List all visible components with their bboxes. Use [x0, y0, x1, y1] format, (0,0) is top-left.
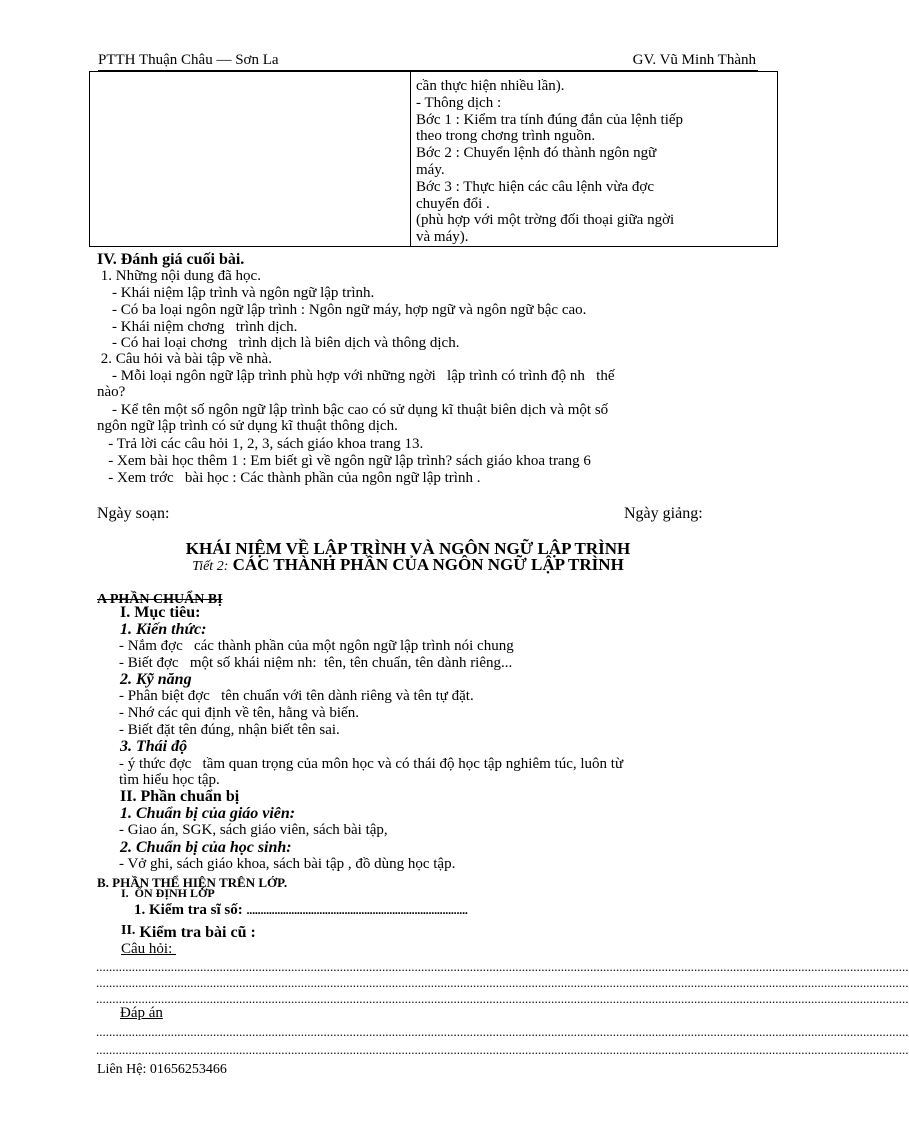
s4-line: ngôn ngữ lập trình có sử dụng kĩ thuật thông dịch. — [97, 418, 398, 434]
answer-dots-line: .......................................................................................................................................................................................................................................................... — [96, 1024, 909, 1039]
page-header — [98, 52, 758, 71]
ky-nang-line: - Phân biệt đợc tên chuẩn với tên dành riêng và tên tự đặt. — [119, 688, 474, 704]
table-line: Bớc 2 : Chuyển lệnh đó thành ngôn ngữ — [416, 145, 657, 162]
table-line: - Thông dịch : — [416, 94, 502, 111]
partA-heading: A PHẦN CHUẨN BỊ — [97, 592, 223, 607]
kiem-tra-bai-cu: Kiểm tra bài cũ : — [135, 924, 256, 941]
kiem-tra-si-so-dots: ............................................................................... — [246, 903, 468, 917]
s4-line: - Xem bài học thêm 1 : Em biết gì về ngôn ngữ lập trình? sách giáo khoa trang 6 — [97, 453, 591, 469]
s4-line: - Kể tên một số ngôn ngữ lập trình bậc cao có sử dụng kĩ thuật biên dịch và một số — [97, 402, 609, 418]
ky-nang: 2. Kỹ năng — [120, 671, 192, 688]
date-teaching: Ngày giảng: — [624, 505, 703, 522]
table-line: máy. — [416, 161, 445, 178]
ky-nang-line: - Nhớ các qui định về tên, hằng và biến. — [119, 705, 359, 721]
s4-line: - Khái niệm lập trình và ngôn ngữ lập trình. — [97, 285, 375, 301]
section4-heading: IV. Đánh giá cuối bài. — [97, 251, 245, 268]
chuan-bi-hs-line: - Vở ghi, sách giáo khoa, sách bài tập , đồ dùng học tập. — [119, 856, 456, 872]
dap-an-label: Đáp án — [120, 1005, 163, 1021]
lesson-subtitle: CÁC THÀNH PHẦN CỦA NGÔN NGỮ LẬP TRÌNH — [228, 555, 624, 574]
kiem-tra-si-so: 1. Kiểm tra sĩ số: — [134, 902, 247, 918]
kien-thuc: 1. Kiến thức: — [120, 621, 207, 638]
thai-do-line: tìm hiểu học tập. — [119, 772, 220, 788]
lesson-subtitle-row — [0, 556, 816, 576]
answer-dots-line: .......................................................................................................................................................................................................................................................... — [96, 1042, 909, 1057]
table-divider — [410, 72, 411, 246]
lesson-table — [89, 71, 778, 247]
s4-line: - Xem trớc bài học : Các thành phần của ngôn ngữ lập trình . — [97, 470, 481, 486]
lesson-title: KHÁI NIỆM VỀ LẬP TRÌNH VÀ NGÔN NGỮ LẬP TRÌNH — [185, 539, 631, 558]
header-school: PTTH Thuận Châu — Sơn La — [98, 52, 279, 68]
cau-hoi-label: Câu hỏi: — [121, 941, 176, 957]
answer-dots-line: .......................................................................................................................................................................................................................................................... — [96, 975, 909, 990]
on-dinh-lop: I. ỔN ĐỊNH LỚP — [121, 886, 215, 900]
partB-heading: B. PHẦN THỂ HIỆN TRÊN LỚP. — [97, 875, 288, 890]
table-line: cần thực hiện nhiều lần). — [416, 78, 565, 94]
ky-nang-line: - Biết đặt tên đúng, nhận biết tên sai. — [119, 722, 340, 738]
table-line: Bớc 3 : Thực hiện các câu lệnh vừa đợc — [416, 178, 655, 195]
date-prepared: Ngày soạn: — [97, 505, 170, 522]
table-line: theo trong chơng trình nguồn. — [416, 128, 596, 145]
table-line: Bớc 1 : Kiểm tra tính đúng đắn của lệnh tiếp — [416, 111, 684, 128]
table-line: chuyển đổi . — [416, 195, 490, 212]
chuan-bi-gv: 1. Chuẩn bị của giáo viên: — [120, 805, 296, 822]
answer-dots-line: .......................................................................................................................................................................................................................................................... — [96, 991, 909, 1006]
s4-line: - Khái niệm chơng trình dịch. — [97, 319, 298, 335]
table-line: (phù hợp với một trờng đối thoại giữa ngời — [416, 212, 675, 229]
s4-line: - Có hai loại chơng trình dịch là biên dịch và thông dịch. — [97, 335, 460, 351]
chuan-bi-gv-line: - Giao án, SGK, sách giáo viên, sách bài tập, — [119, 822, 388, 838]
header-teacher: GV. Vũ Minh Thành — [632, 52, 756, 68]
s4-line: - Trả lời các câu hỏi 1, 2, 3, sách giáo khoa trang 13. — [97, 436, 424, 452]
kiem-tra-bai-cu-num: II. — [121, 923, 136, 938]
phan-chuan-bi: II. Phần chuẩn bị — [120, 788, 240, 805]
kien-thuc-line: - Biết đợc một số khái niệm nh: tên, tên chuẩn, tên dành riêng... — [119, 655, 513, 671]
answer-dots-line: .......................................................................................................................................................................................................................................................... — [96, 959, 909, 974]
s4-line: 1. Những nội dung đã học. — [97, 268, 261, 284]
thai-do-line: - ý thức đợc tầm quan trọng của môn học và có thái độ học tập nghiêm túc, luôn từ — [119, 756, 624, 772]
s4-line: - Mỗi loại ngôn ngữ lập trình phù hợp với những ngời lập trình có trình độ nh thế — [97, 368, 615, 384]
s4-line: nào? — [97, 384, 126, 400]
kiem-tra-si-so-row — [134, 902, 468, 918]
table-right-cell — [416, 78, 768, 246]
kiem-tra-bai-cu-row — [121, 922, 256, 941]
kien-thuc-line: - Nắm đợc các thành phần của một ngôn ngữ lập trình nói chung — [119, 638, 514, 654]
muc-tieu: I. Mục tiêu: — [120, 604, 201, 621]
table-line: và máy). — [416, 229, 469, 246]
footer-contact: Liên Hệ: 01656253466 — [97, 1062, 227, 1077]
lesson-tiet: Tiết 2: — [192, 559, 229, 574]
thai-do: 3. Thái độ — [120, 738, 188, 755]
chuan-bi-hs: 2. Chuẩn bị của học sinh: — [120, 839, 292, 856]
s4-line: - Có ba loại ngôn ngữ lập trình : Ngôn ngữ máy, hợp ngữ và ngôn ngữ bậc cao. — [97, 302, 587, 318]
s4-line: 2. Câu hỏi và bài tập về nhà. — [97, 351, 272, 367]
